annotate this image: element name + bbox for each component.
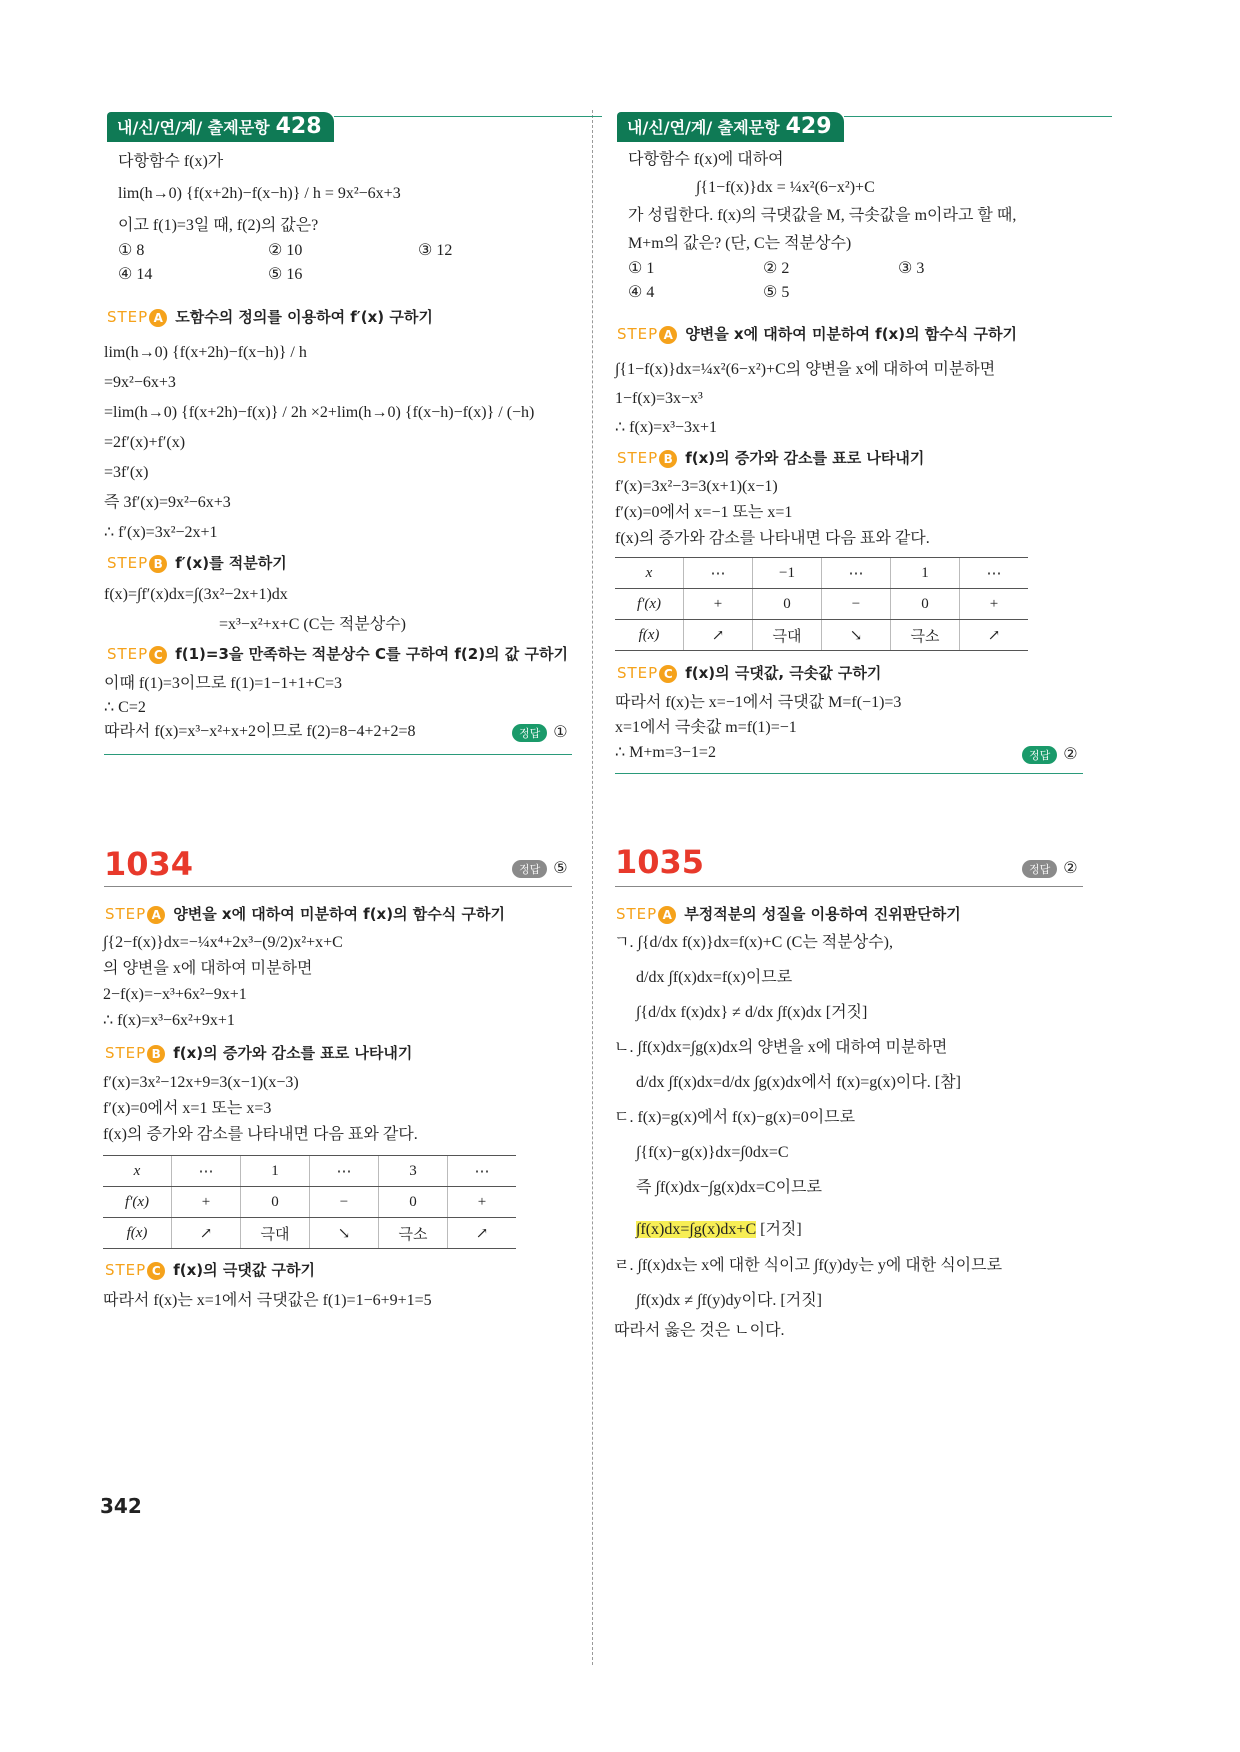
table-row	[103, 1218, 516, 1249]
text-line: 따라서 f(x)는 x=1에서 극댓값은 f(1)=1−6+9+1=5	[103, 1292, 432, 1309]
step-title: f(1)=3을 만족하는 적분상수 C를 구하여 f(2)의 값 구하기	[175, 645, 568, 663]
text-line: 다항함수 f(x)에 대하여	[628, 151, 784, 168]
table-cell: ↗	[960, 620, 1029, 651]
step-letter-badge: A	[147, 906, 165, 924]
table-row	[615, 589, 1028, 620]
step-label: STEP	[105, 1044, 147, 1062]
step-letter-badge: A	[149, 309, 167, 327]
table-row	[615, 620, 1028, 651]
choice: ④ 14	[118, 266, 153, 283]
q429-answer	[1022, 744, 1078, 764]
q428-answer	[512, 722, 568, 742]
p1034-step-a	[105, 903, 505, 924]
text-line: 즉 3f′(x)=9x²−6x+3	[104, 494, 231, 511]
text-line: 즉 ∫f(x)dx−∫g(x)dx=C이므로	[636, 1179, 822, 1196]
text-line: ∴ C=2	[104, 699, 146, 716]
p1035-step-a	[616, 903, 961, 924]
table-cell: −1	[753, 558, 822, 589]
q428-step-a-lines	[104, 338, 534, 548]
table-cell: ⋯	[172, 1156, 241, 1187]
table-cell: ⋯	[310, 1156, 379, 1187]
q429-step-a-lines	[615, 355, 995, 442]
step-heading	[107, 643, 568, 664]
text-line: ㄷ. f(x)=g(x)에서 f(x)−g(x)=0이므로	[614, 1109, 856, 1126]
q429-header	[617, 112, 844, 142]
text-line: ① 1	[628, 260, 655, 277]
text-line: 따라서 f(x)는 x=−1에서 극댓값 M=f(−1)=3	[615, 694, 902, 711]
table-cell: ⋯	[448, 1156, 517, 1187]
text-line: f(x)의 증가와 감소를 나타내면 다음 표와 같다.	[615, 530, 930, 547]
text-line: ∴ f(x)=x³−6x²+9x+1	[103, 1012, 235, 1029]
text-line: f(x)의 증가와 감소를 나타내면 다음 표와 같다.	[103, 1126, 418, 1143]
table-cell: f′(x)	[615, 589, 684, 620]
text-line: f(x)=∫f′(x)dx=∫(3x²−2x+1)dx	[104, 586, 288, 603]
header-rule	[334, 116, 602, 117]
answer-badge: 정답	[512, 860, 547, 878]
text-line: 2−f(x)=−x³+6x²−9x+1	[103, 986, 247, 1003]
table-cell: 0	[241, 1187, 310, 1218]
question-number: 429	[785, 114, 832, 139]
step-letter-badge: C	[149, 646, 167, 664]
verdict: [거짓]	[756, 1221, 802, 1238]
text-line: ⑤ 5	[763, 284, 790, 301]
step-label: STEP	[617, 449, 659, 467]
step-heading	[616, 903, 961, 924]
table-row	[103, 1187, 516, 1218]
p1035-lines2	[614, 1248, 1002, 1344]
q429-step-b-lines	[615, 474, 930, 552]
table-row	[103, 1156, 516, 1187]
table-cell: ⋯	[960, 558, 1029, 589]
step-letter-badge: C	[659, 665, 677, 683]
step-title: 도함수의 정의를 이용하여 f′(x) 구하기	[175, 308, 433, 326]
q428-step-a	[107, 306, 433, 327]
text-line: =2f′(x)+f′(x)	[104, 434, 186, 451]
table-cell: x	[615, 558, 684, 589]
table-cell: 1	[241, 1156, 310, 1187]
text-line: f′(x)=3x²−3=3(x+1)(x−1)	[615, 478, 778, 495]
step-label: STEP	[105, 905, 147, 923]
text-line: f′(x)=0에서 x=−1 또는 x=1	[615, 504, 793, 521]
choice: ⑤ 16	[268, 266, 303, 283]
table-cell: ↘	[310, 1218, 379, 1249]
step-label: STEP	[616, 905, 658, 923]
text-line: ∴ f′(x)=3x²−2x+1	[104, 524, 218, 541]
table-cell: 0	[891, 589, 960, 620]
step-heading	[105, 903, 505, 924]
section-rule	[104, 754, 572, 755]
text-line: ∫{d/dx f(x)dx} ≠ d/dx ∫f(x)dx [거짓]	[636, 1004, 868, 1021]
p1034-step-c	[105, 1259, 315, 1280]
step-heading	[105, 1259, 315, 1280]
table-cell: +	[172, 1187, 241, 1218]
step-heading	[617, 662, 881, 683]
answer-value: ①	[553, 724, 568, 741]
table-cell: +	[960, 589, 1029, 620]
step-heading	[105, 1042, 412, 1063]
text-line: =9x²−6x+3	[104, 374, 176, 391]
table-cell: ⋯	[822, 558, 891, 589]
step-title: f(x)의 증가와 감소를 표로 나타내기	[685, 449, 925, 467]
q428-header	[107, 112, 334, 142]
table-cell: +	[448, 1187, 517, 1218]
step-label: STEP	[107, 308, 149, 326]
q429-increase-table	[615, 557, 1028, 651]
step-label: STEP	[107, 554, 149, 572]
p1034-increase-table	[103, 1155, 516, 1249]
text-line: =3f′(x)	[104, 464, 149, 481]
p1035-answer	[1022, 858, 1078, 878]
choice: ③ 12	[418, 242, 453, 259]
table-cell: ↗	[448, 1218, 517, 1249]
column-divider	[592, 110, 593, 1665]
q429-step-c-lines	[615, 690, 901, 765]
step-title: 양변을 x에 대하여 미분하여 f(x)의 함수식 구하기	[685, 325, 1017, 343]
table-row	[615, 558, 1028, 589]
answer-badge: 정답	[1022, 860, 1057, 878]
step-title: 부정적분의 성질을 이용하여 진위판단하기	[684, 905, 961, 923]
text-line: ∫{1−f(x)}dx = ¼x²(6−x²)+C	[696, 179, 875, 196]
header-rule	[844, 116, 1112, 117]
step-title: f′(x)를 적분하기	[175, 554, 287, 572]
p1035-highlight-line	[636, 1215, 802, 1245]
text-line: ㄴ. ∫f(x)dx=∫g(x)dx의 양변을 x에 대하여 미분하면	[614, 1039, 948, 1056]
table-cell: ↗	[172, 1218, 241, 1249]
q428-step-b	[107, 552, 287, 573]
highlighted-formula: ∫f(x)dx=∫g(x)dx+C	[636, 1221, 757, 1238]
step-letter-badge: A	[659, 326, 677, 344]
text-line: f′(x)=0에서 x=1 또는 x=3	[103, 1100, 272, 1117]
table-cell: ⋯	[684, 558, 753, 589]
text-line: ∫{2−f(x)}dx=−¼x⁴+2x³−(9/2)x²+x+C	[103, 934, 343, 951]
answer-value: ②	[1063, 860, 1078, 877]
text-line: 따라서 f(x)=x³−x²+x+2이므로 f(2)=8−4+2+2=8	[104, 723, 416, 740]
q429-choices	[628, 258, 1033, 302]
question-number: 428	[275, 114, 322, 139]
q428-choices	[118, 240, 568, 284]
q429-step-c	[617, 662, 881, 683]
text-line: =x³−x²+x+C (C는 적분상수)	[219, 616, 406, 633]
p1035-lines	[614, 925, 961, 1205]
step-title: f(x)의 극댓값 구하기	[173, 1261, 316, 1279]
table-cell: 극대	[753, 620, 822, 651]
step-label: STEP	[105, 1261, 147, 1279]
table-cell: x	[103, 1156, 172, 1187]
table-cell: f′(x)	[103, 1187, 172, 1218]
text-line: ㄹ. ∫f(x)dx는 x에 대한 식이고 ∫f(y)dy는 y에 대한 식이므로	[614, 1257, 1003, 1274]
header-label: 내/신/연/계/ 출제문항	[117, 118, 270, 137]
text-line: ② 2	[763, 260, 790, 277]
step-heading	[617, 323, 1017, 344]
q428-step-c-lines	[104, 672, 416, 744]
q428-question	[118, 146, 401, 242]
text-line: 가 성립한다. f(x)의 극댓값을 M, 극솟값을 m이라고 할 때,	[628, 207, 1017, 224]
problem-number: 1035	[615, 843, 705, 881]
step-title: 양변을 x에 대하여 미분하여 f(x)의 함수식 구하기	[173, 905, 505, 923]
table-cell: 0	[753, 589, 822, 620]
table-cell: 극소	[891, 620, 960, 651]
table-cell: 3	[379, 1156, 448, 1187]
step-heading	[107, 306, 433, 327]
text-line: 따라서 옳은 것은 ㄴ이다.	[614, 1322, 785, 1339]
text-line: 다항함수 f(x)가	[118, 153, 224, 170]
table-cell: +	[684, 589, 753, 620]
table-cell: f(x)	[103, 1218, 172, 1249]
problem-number: 1034	[104, 845, 194, 883]
page-number: 342	[100, 1494, 142, 1518]
p1034-answer	[512, 858, 568, 878]
q429-step-b	[617, 447, 924, 468]
table-cell: f(x)	[615, 620, 684, 651]
text-line: ∫f(x)dx ≠ ∫f(y)dy이다. [거짓]	[636, 1292, 822, 1309]
table-cell: 극소	[379, 1218, 448, 1249]
text-line: d/dx ∫f(x)dx=f(x)이므로	[636, 969, 793, 986]
text-line: ③ 3	[898, 260, 925, 277]
text-line: 의 양변을 x에 대하여 미분하면	[103, 960, 313, 977]
table-cell: ↗	[684, 620, 753, 651]
p1034-step-b-lines	[103, 1070, 418, 1148]
answer-value: ②	[1063, 746, 1078, 763]
text-line: lim(h→0) {f(x+2h)−f(x−h)} / h = 9x²−6x+3	[118, 185, 401, 202]
choice: ② 10	[268, 242, 303, 259]
section-rule	[615, 773, 1083, 774]
q429-step-a	[617, 323, 1017, 344]
step-letter-badge: B	[147, 1045, 165, 1063]
answer-badge: 정답	[1022, 746, 1057, 764]
step-letter-badge: A	[658, 906, 676, 924]
answer-value: ⑤	[553, 860, 568, 877]
table-cell: −	[822, 589, 891, 620]
table-cell: 1	[891, 558, 960, 589]
choice: ① 8	[118, 242, 145, 259]
text-line: lim(h→0) {f(x+2h)−f(x−h)} / h	[104, 344, 307, 361]
step-label: STEP	[617, 325, 659, 343]
q428-step-b-lines	[104, 580, 406, 640]
step-heading	[617, 447, 924, 468]
p1034-step-c-lines	[103, 1288, 432, 1314]
answer-badge: 정답	[512, 724, 547, 742]
table-cell: 0	[379, 1187, 448, 1218]
table-cell: ↘	[822, 620, 891, 651]
section-rule	[104, 886, 572, 887]
text-line: ∫{1−f(x)}dx=¼x²(6−x²)+C의 양변을 x에 대하여 미분하면	[615, 361, 996, 378]
text-line: ∴ M+m=3−1=2	[615, 744, 716, 761]
header-label: 내/신/연/계/ 출제문항	[627, 118, 780, 137]
q428-step-c	[107, 643, 568, 664]
q429-question	[628, 146, 1016, 258]
text-line: =lim(h→0) {f(x+2h)−f(x)} / 2h ×2+lim(h→0) {f(x−h)−f(x)} / (−h)	[104, 404, 535, 421]
text-line: ∫{f(x)−g(x)}dx=∫0dx=C	[636, 1144, 789, 1161]
step-label: STEP	[617, 664, 659, 682]
step-letter-badge: B	[659, 450, 677, 468]
text-line: 1−f(x)=3x−x³	[615, 390, 703, 407]
table-cell: 극대	[241, 1218, 310, 1249]
text-line: ∴ f(x)=x³−3x+1	[615, 419, 718, 436]
section-rule	[615, 886, 1083, 887]
step-label: STEP	[107, 645, 149, 663]
step-title: f(x)의 극댓값, 극솟값 구하기	[685, 664, 882, 682]
text-line: x=1에서 극솟값 m=f(1)=−1	[615, 719, 797, 736]
p1034-step-a-lines	[103, 930, 343, 1034]
text-line: 이때 f(1)=3이므로 f(1)=1−1+1+C=3	[104, 675, 343, 692]
text-line: f′(x)=3x²−12x+9=3(x−1)(x−3)	[103, 1074, 299, 1091]
text-line: M+m의 값은? (단, C는 적분상수)	[628, 235, 852, 252]
text-line: 이고 f(1)=3일 때, f(2)의 값은?	[118, 217, 319, 234]
step-title: f(x)의 증가와 감소를 표로 나타내기	[173, 1044, 413, 1062]
text-line: d/dx ∫f(x)dx=d/dx ∫g(x)dx에서 f(x)=g(x)이다. [참]	[636, 1074, 961, 1091]
step-heading	[107, 552, 287, 573]
text-line: ④ 4	[628, 284, 655, 301]
text-line: ㄱ. ∫{d/dx f(x)}dx=f(x)+C (C는 적분상수),	[614, 934, 893, 951]
p1034-step-b	[105, 1042, 412, 1063]
step-letter-badge: C	[147, 1262, 165, 1280]
step-letter-badge: B	[149, 555, 167, 573]
table-cell: −	[310, 1187, 379, 1218]
